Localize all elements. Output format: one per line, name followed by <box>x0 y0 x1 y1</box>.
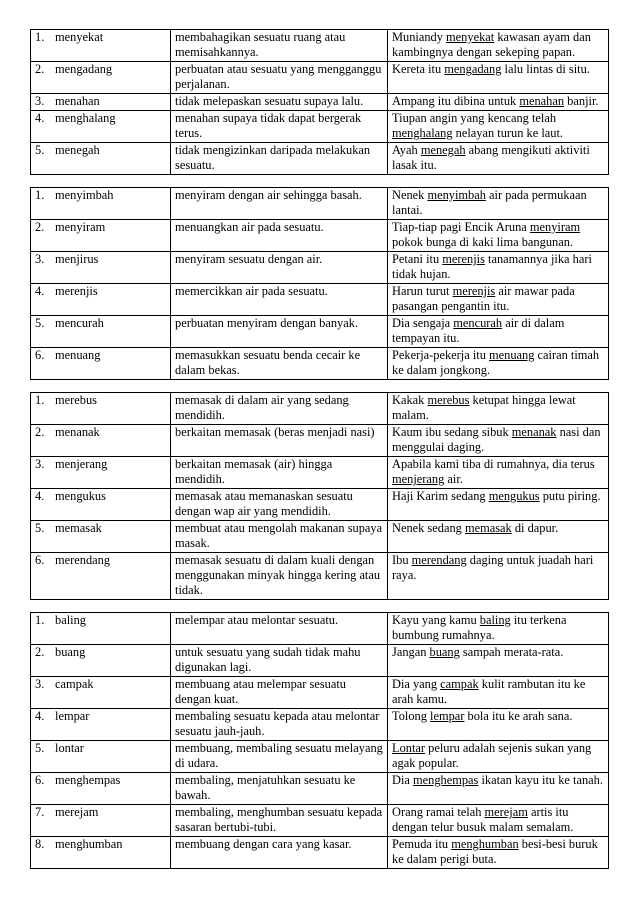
word-text: mencurah <box>55 316 104 330</box>
example-keyword: mengukus <box>488 489 540 503</box>
example-keyword: menghumban <box>451 837 519 851</box>
example-text-before: Ayah <box>392 143 421 157</box>
example-text-after: ikatan kayu itu ke tanah. <box>478 773 603 787</box>
example-keyword: merejam <box>484 805 528 819</box>
vocabulary-table <box>30 187 609 380</box>
word-cell <box>31 553 171 600</box>
word-text: mengukus <box>55 489 106 503</box>
example-text-after: itu terkena bumbung rumahnya. <box>392 613 567 642</box>
word-text: menyiram <box>55 220 106 234</box>
item-number: 4. <box>35 111 45 125</box>
item-number: 7. <box>35 805 45 819</box>
word-cell <box>31 143 171 175</box>
example-text-after: putu piring. <box>539 489 601 503</box>
word-text: menghumban <box>55 837 123 851</box>
item-number: 5. <box>35 521 45 535</box>
table-row <box>31 837 609 869</box>
meaning-cell: membuat atau mengolah makanan supaya masak. <box>171 521 388 553</box>
example-text-before: Ampang itu dibina untuk <box>392 94 520 108</box>
example-text-before: Tiupan angin yang kencang telah <box>392 111 557 125</box>
word-cell <box>31 62 171 94</box>
example-text-after: air. <box>444 472 463 486</box>
example-keyword: menyimbah <box>427 188 486 202</box>
table-row <box>31 94 609 111</box>
item-number: 1. <box>35 188 45 202</box>
example-keyword: merebus <box>427 393 470 407</box>
example-text-before: Pekerja-pekerja itu <box>392 348 490 362</box>
word-cell <box>31 188 171 220</box>
table-row <box>31 645 609 677</box>
example-cell <box>388 613 609 645</box>
example-text-after: lalu lintas di situ. <box>501 62 590 76</box>
example-text-before: Haji Karim sedang <box>392 489 489 503</box>
table-row <box>31 613 609 645</box>
example-keyword: merenjis <box>452 284 496 298</box>
word-cell <box>31 393 171 425</box>
example-text-before: Orang ramai telah <box>392 805 485 819</box>
meaning-cell: tidak mengizinkan daripada melakukan sesuatu. <box>171 143 388 175</box>
meaning-cell: melempar atau melontar sesuatu. <box>171 613 388 645</box>
example-keyword: menanak <box>511 425 557 439</box>
example-cell <box>388 188 609 220</box>
example-keyword: campak <box>440 677 479 691</box>
example-cell <box>388 741 609 773</box>
meaning-cell: berkaitan memasak (beras menjadi nasi) <box>171 425 388 457</box>
example-text-before: Dia yang <box>392 677 441 691</box>
word-cell <box>31 773 171 805</box>
example-keyword: baling <box>479 613 511 627</box>
example-cell <box>388 489 609 521</box>
example-keyword: menghalang <box>392 126 453 140</box>
table-row <box>31 316 609 348</box>
example-text-before: Nenek <box>392 188 428 202</box>
meaning-cell: memasak di dalam air yang sedang mendidih. <box>171 393 388 425</box>
example-cell <box>388 805 609 837</box>
meaning-cell: membahagikan sesuatu ruang atau memisahkannya. <box>171 30 388 62</box>
example-text-after: abang mengikuti aktiviti lasak itu. <box>392 143 590 172</box>
example-text-after: cairan timah ke dalam jongkong. <box>392 348 600 377</box>
example-cell <box>388 284 609 316</box>
example-keyword: mengadang <box>444 62 502 76</box>
item-number: 8. <box>35 837 45 851</box>
item-number: 4. <box>35 709 45 723</box>
table-row <box>31 393 609 425</box>
word-text: baling <box>55 613 86 627</box>
example-cell <box>388 94 609 111</box>
example-text-after: air di dalam tempayan itu. <box>392 316 565 345</box>
word-text: menuang <box>55 348 101 362</box>
example-cell <box>388 457 609 489</box>
item-number: 3. <box>35 252 45 266</box>
example-text-after: kulit rambutan itu ke arah kamu. <box>392 677 586 706</box>
word-cell <box>31 252 171 284</box>
table-row <box>31 709 609 741</box>
item-number: 1. <box>35 30 45 44</box>
example-keyword: menjerang <box>392 472 445 486</box>
example-cell <box>388 553 609 600</box>
table-row <box>31 425 609 457</box>
meaning-cell: untuk sesuatu yang sudah tidak mahu digunakan lagi. <box>171 645 388 677</box>
meaning-cell: memasukkan sesuatu benda cecair ke dalam bekas. <box>171 348 388 380</box>
example-keyword: menuang <box>489 348 535 362</box>
example-text-before: Tolong <box>392 709 431 723</box>
word-cell <box>31 645 171 677</box>
word-text: memasak <box>55 521 102 535</box>
example-keyword: menyiram <box>529 220 581 234</box>
item-number: 5. <box>35 143 45 157</box>
example-text-before: Petani itu <box>392 252 443 266</box>
word-cell <box>31 94 171 111</box>
word-text: menanak <box>55 425 100 439</box>
example-text-before: Ibu <box>392 553 412 567</box>
example-keyword: menghempas <box>413 773 479 787</box>
example-keyword: merenjis <box>442 252 485 266</box>
example-cell <box>388 348 609 380</box>
word-cell <box>31 613 171 645</box>
item-number: 2. <box>35 645 45 659</box>
word-cell <box>31 111 171 143</box>
table-row <box>31 521 609 553</box>
item-number: 3. <box>35 457 45 471</box>
example-text-after: air mawar pada pasangan pengantin itu. <box>392 284 575 313</box>
meaning-cell: menyiram sesuatu dengan air. <box>171 252 388 284</box>
example-keyword: buang <box>429 645 460 659</box>
meaning-cell: menyiram dengan air sehingga basah. <box>171 188 388 220</box>
example-cell <box>388 773 609 805</box>
item-number: 6. <box>35 553 45 567</box>
table-row <box>31 741 609 773</box>
example-cell <box>388 30 609 62</box>
table-row <box>31 220 609 252</box>
word-cell <box>31 348 171 380</box>
example-text-before: Apabila kami tiba di rumahnya, dia terus <box>392 457 595 471</box>
table-row <box>31 348 609 380</box>
example-keyword: menegah <box>420 143 466 157</box>
word-text: menghempas <box>55 773 121 787</box>
table-row <box>31 252 609 284</box>
example-cell <box>388 645 609 677</box>
word-text: mengadang <box>55 62 113 76</box>
example-text-after: pokok bunga di kaki lima bangunan. <box>392 235 574 249</box>
example-text-before: Harun turut <box>392 284 453 298</box>
table-row <box>31 489 609 521</box>
example-text-before: Kereta itu <box>392 62 445 76</box>
example-text-after: sampah merata-rata. <box>459 645 564 659</box>
meaning-cell: berkaitan memasak (air) hingga mendidih. <box>171 457 388 489</box>
example-cell <box>388 111 609 143</box>
example-cell <box>388 837 609 869</box>
word-cell <box>31 521 171 553</box>
table-row <box>31 30 609 62</box>
example-text-after: banjir. <box>564 94 599 108</box>
item-number: 3. <box>35 677 45 691</box>
example-keyword: mencurah <box>453 316 503 330</box>
word-cell <box>31 30 171 62</box>
vocabulary-table <box>30 29 609 175</box>
item-number: 4. <box>35 284 45 298</box>
word-cell <box>31 489 171 521</box>
vocabulary-table <box>30 392 609 600</box>
meaning-cell: membaling, menghumban sesuatu kepada sasaran bertubi-tubi. <box>171 805 388 837</box>
word-cell <box>31 805 171 837</box>
example-keyword: menahan <box>519 94 565 108</box>
example-text-before: Kayu yang kamu <box>392 613 480 627</box>
example-cell <box>388 425 609 457</box>
vocabulary-document <box>30 29 608 881</box>
example-text-before: Kaum ibu sedang sibuk <box>392 425 512 439</box>
example-text-after: besi-besi buruk ke dalam perigi buta. <box>392 837 598 866</box>
example-text-before: Tiap-tiap pagi Encik Aruna <box>392 220 530 234</box>
example-keyword: menyekat <box>446 30 495 44</box>
example-text-after: air pada permukaan lantai. <box>392 188 587 217</box>
example-text-before: Nenek sedang <box>392 521 465 535</box>
table-row <box>31 284 609 316</box>
word-cell <box>31 220 171 252</box>
word-text: merejam <box>55 805 99 819</box>
example-text-after: kawasan ayam dan kambingnya dengan sekeping papan. <box>392 30 591 59</box>
item-number: 3. <box>35 94 45 108</box>
example-text-after: bola itu ke arah sana. <box>464 709 573 723</box>
meaning-cell: menahan supaya tidak dapat bergerak terus. <box>171 111 388 143</box>
example-text-before: Dia sengaja <box>392 316 454 330</box>
word-text: menjerang <box>55 457 108 471</box>
item-number: 1. <box>35 613 45 627</box>
table-row <box>31 457 609 489</box>
item-number: 2. <box>35 62 45 76</box>
word-text: buang <box>55 645 86 659</box>
word-text: menghalang <box>55 111 116 125</box>
word-cell <box>31 677 171 709</box>
word-text: menegah <box>55 143 100 157</box>
meaning-cell: perbuatan menyiram dengan banyak. <box>171 316 388 348</box>
table-row <box>31 188 609 220</box>
example-text-after: ketupat hingga lewat malam. <box>392 393 576 422</box>
example-cell <box>388 677 609 709</box>
meaning-cell: membuang atau melempar sesuatu dengan kuat. <box>171 677 388 709</box>
meaning-cell: membuang, membaling sesuatu melayang di udara. <box>171 741 388 773</box>
word-text: menyimbah <box>55 188 114 202</box>
word-text: merebus <box>55 393 97 407</box>
table-row <box>31 553 609 600</box>
example-cell <box>388 143 609 175</box>
meaning-cell: perbuatan atau sesuatu yang mengganggu perjalanan. <box>171 62 388 94</box>
example-text-before: Jangan <box>392 645 430 659</box>
word-text: menahan <box>55 94 100 108</box>
word-text: campak <box>55 677 94 691</box>
word-cell <box>31 741 171 773</box>
table-row <box>31 111 609 143</box>
example-text-after: daging untuk juadah hari raya. <box>392 553 594 582</box>
example-text-before: Pemuda itu <box>392 837 452 851</box>
meaning-cell: memasak sesuatu di dalam kuali dengan menggunakan minyak hingga kering atau tidak. <box>171 553 388 600</box>
item-number: 2. <box>35 220 45 234</box>
example-cell <box>388 220 609 252</box>
word-cell <box>31 709 171 741</box>
table-row <box>31 62 609 94</box>
item-number: 5. <box>35 741 45 755</box>
example-text-after: tanamannya jika hari tidak hujan. <box>392 252 592 281</box>
example-keyword: memasak <box>464 521 512 535</box>
example-cell <box>388 709 609 741</box>
meaning-cell: membaling, menjatuhkan sesuatu ke bawah. <box>171 773 388 805</box>
vocabulary-table <box>30 612 609 869</box>
word-cell <box>31 837 171 869</box>
item-number: 6. <box>35 348 45 362</box>
item-number: 5. <box>35 316 45 330</box>
example-keyword: merendang <box>411 553 467 567</box>
item-number: 4. <box>35 489 45 503</box>
item-number: 6. <box>35 773 45 787</box>
example-text-after: artis itu dengan telur busuk malam semalam. <box>392 805 574 834</box>
example-text-before: Dia <box>392 773 413 787</box>
example-keyword: lempar <box>430 709 465 723</box>
word-text: merendang <box>55 553 111 567</box>
table-row <box>31 143 609 175</box>
example-cell <box>388 521 609 553</box>
example-text-after: peluru adalah sejenis sukan yang agak popular. <box>392 741 592 770</box>
example-cell <box>388 393 609 425</box>
item-number: 2. <box>35 425 45 439</box>
word-text: lontar <box>55 741 84 755</box>
item-number: 1. <box>35 393 45 407</box>
word-text: lempar <box>55 709 90 723</box>
word-cell <box>31 425 171 457</box>
meaning-cell: memercikkan air pada sesuatu. <box>171 284 388 316</box>
word-cell <box>31 316 171 348</box>
example-text-before: Kakak <box>392 393 428 407</box>
table-row <box>31 773 609 805</box>
table-row <box>31 677 609 709</box>
meaning-cell: menuangkan air pada sesuatu. <box>171 220 388 252</box>
meaning-cell: tidak melepaskan sesuatu supaya lalu. <box>171 94 388 111</box>
example-text-after: nasi dan menggulai daging. <box>392 425 601 454</box>
word-cell <box>31 284 171 316</box>
meaning-cell: membaling sesuatu kepada atau melontar sesuatu jauh-jauh. <box>171 709 388 741</box>
word-text: menjirus <box>55 252 99 266</box>
meaning-cell: memasak atau memanaskan sesuatu dengan wap air yang mendidih. <box>171 489 388 521</box>
example-cell <box>388 62 609 94</box>
word-text: merenjis <box>55 284 98 298</box>
example-keyword: Lontar <box>392 741 426 755</box>
table-row <box>31 805 609 837</box>
example-cell <box>388 316 609 348</box>
example-cell <box>388 252 609 284</box>
word-cell <box>31 457 171 489</box>
example-text-before: Muniandy <box>392 30 447 44</box>
word-text: menyekat <box>55 30 104 44</box>
example-text-after: nelayan turun ke laut. <box>452 126 564 140</box>
example-text-after: di dapur. <box>511 521 559 535</box>
meaning-cell: membuang dengan cara yang kasar. <box>171 837 388 869</box>
